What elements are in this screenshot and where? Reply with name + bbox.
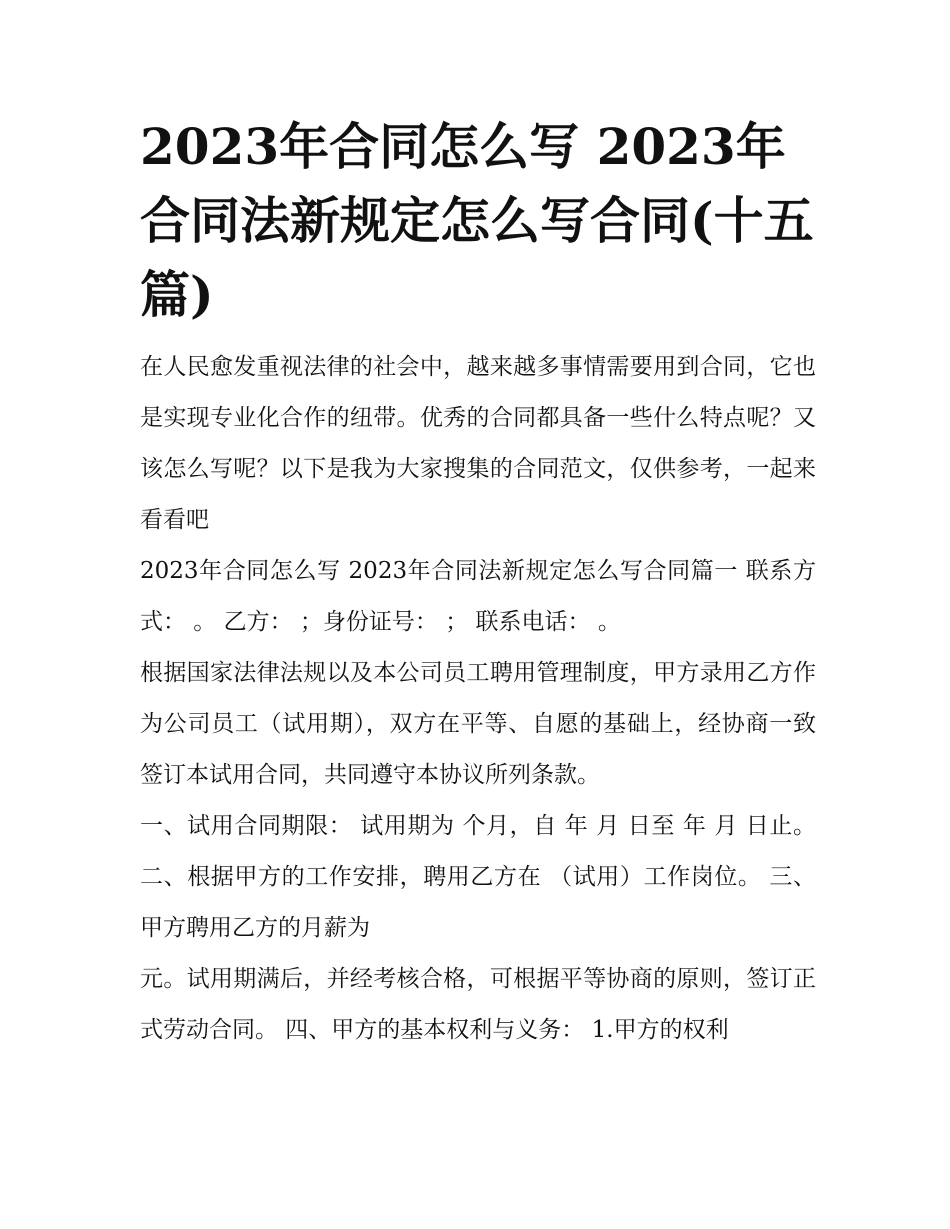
probation-terms-paragraph: 一、试用合同期限： 试用期为 个月，自 年 月 日至 年 月 日止。 二、根据甲方的工作安排，聘用乙方在 （试用）工作岗位。 三、甲方聘用乙方的月薪为 <box>140 813 816 941</box>
document-title: 2023年合同怎么写 2023年合同法新规定怎么写合同(十五篇) <box>140 117 814 324</box>
intro-paragraph: 在人民愈发重视法律的社会中，越来越多事情需要用到合同，它也是实现专业化合作的纽带。优秀的合同都具备一些什么特点呢？又该怎么写呢？以下是我为大家搜集的合同范文，仅供参考，一起来看看吧 <box>140 354 816 533</box>
salary-rights-paragraph: 元。试用期满后，并经考核合格，可根据平等协商的原则，签订正式劳动合同。 四、甲方的基本权利与义务： 1.甲方的权利 <box>140 966 816 1043</box>
agreement-basis-paragraph: 根据国家法律法规以及本公司员工聘用管理制度，甲方录用乙方作为公司员工（试用期），双方在平等、自愿的基础上，经协商一致签订本试用合同，共同遵守本协议所列条款。 <box>140 660 816 788</box>
contract-header-paragraph: 2023年合同怎么写 2023年合同法新规定怎么写合同篇一 联系方式： 。 乙方： ；身份证号： ； 联系电话： 。 <box>140 558 816 635</box>
document-page <box>140 110 816 1056</box>
